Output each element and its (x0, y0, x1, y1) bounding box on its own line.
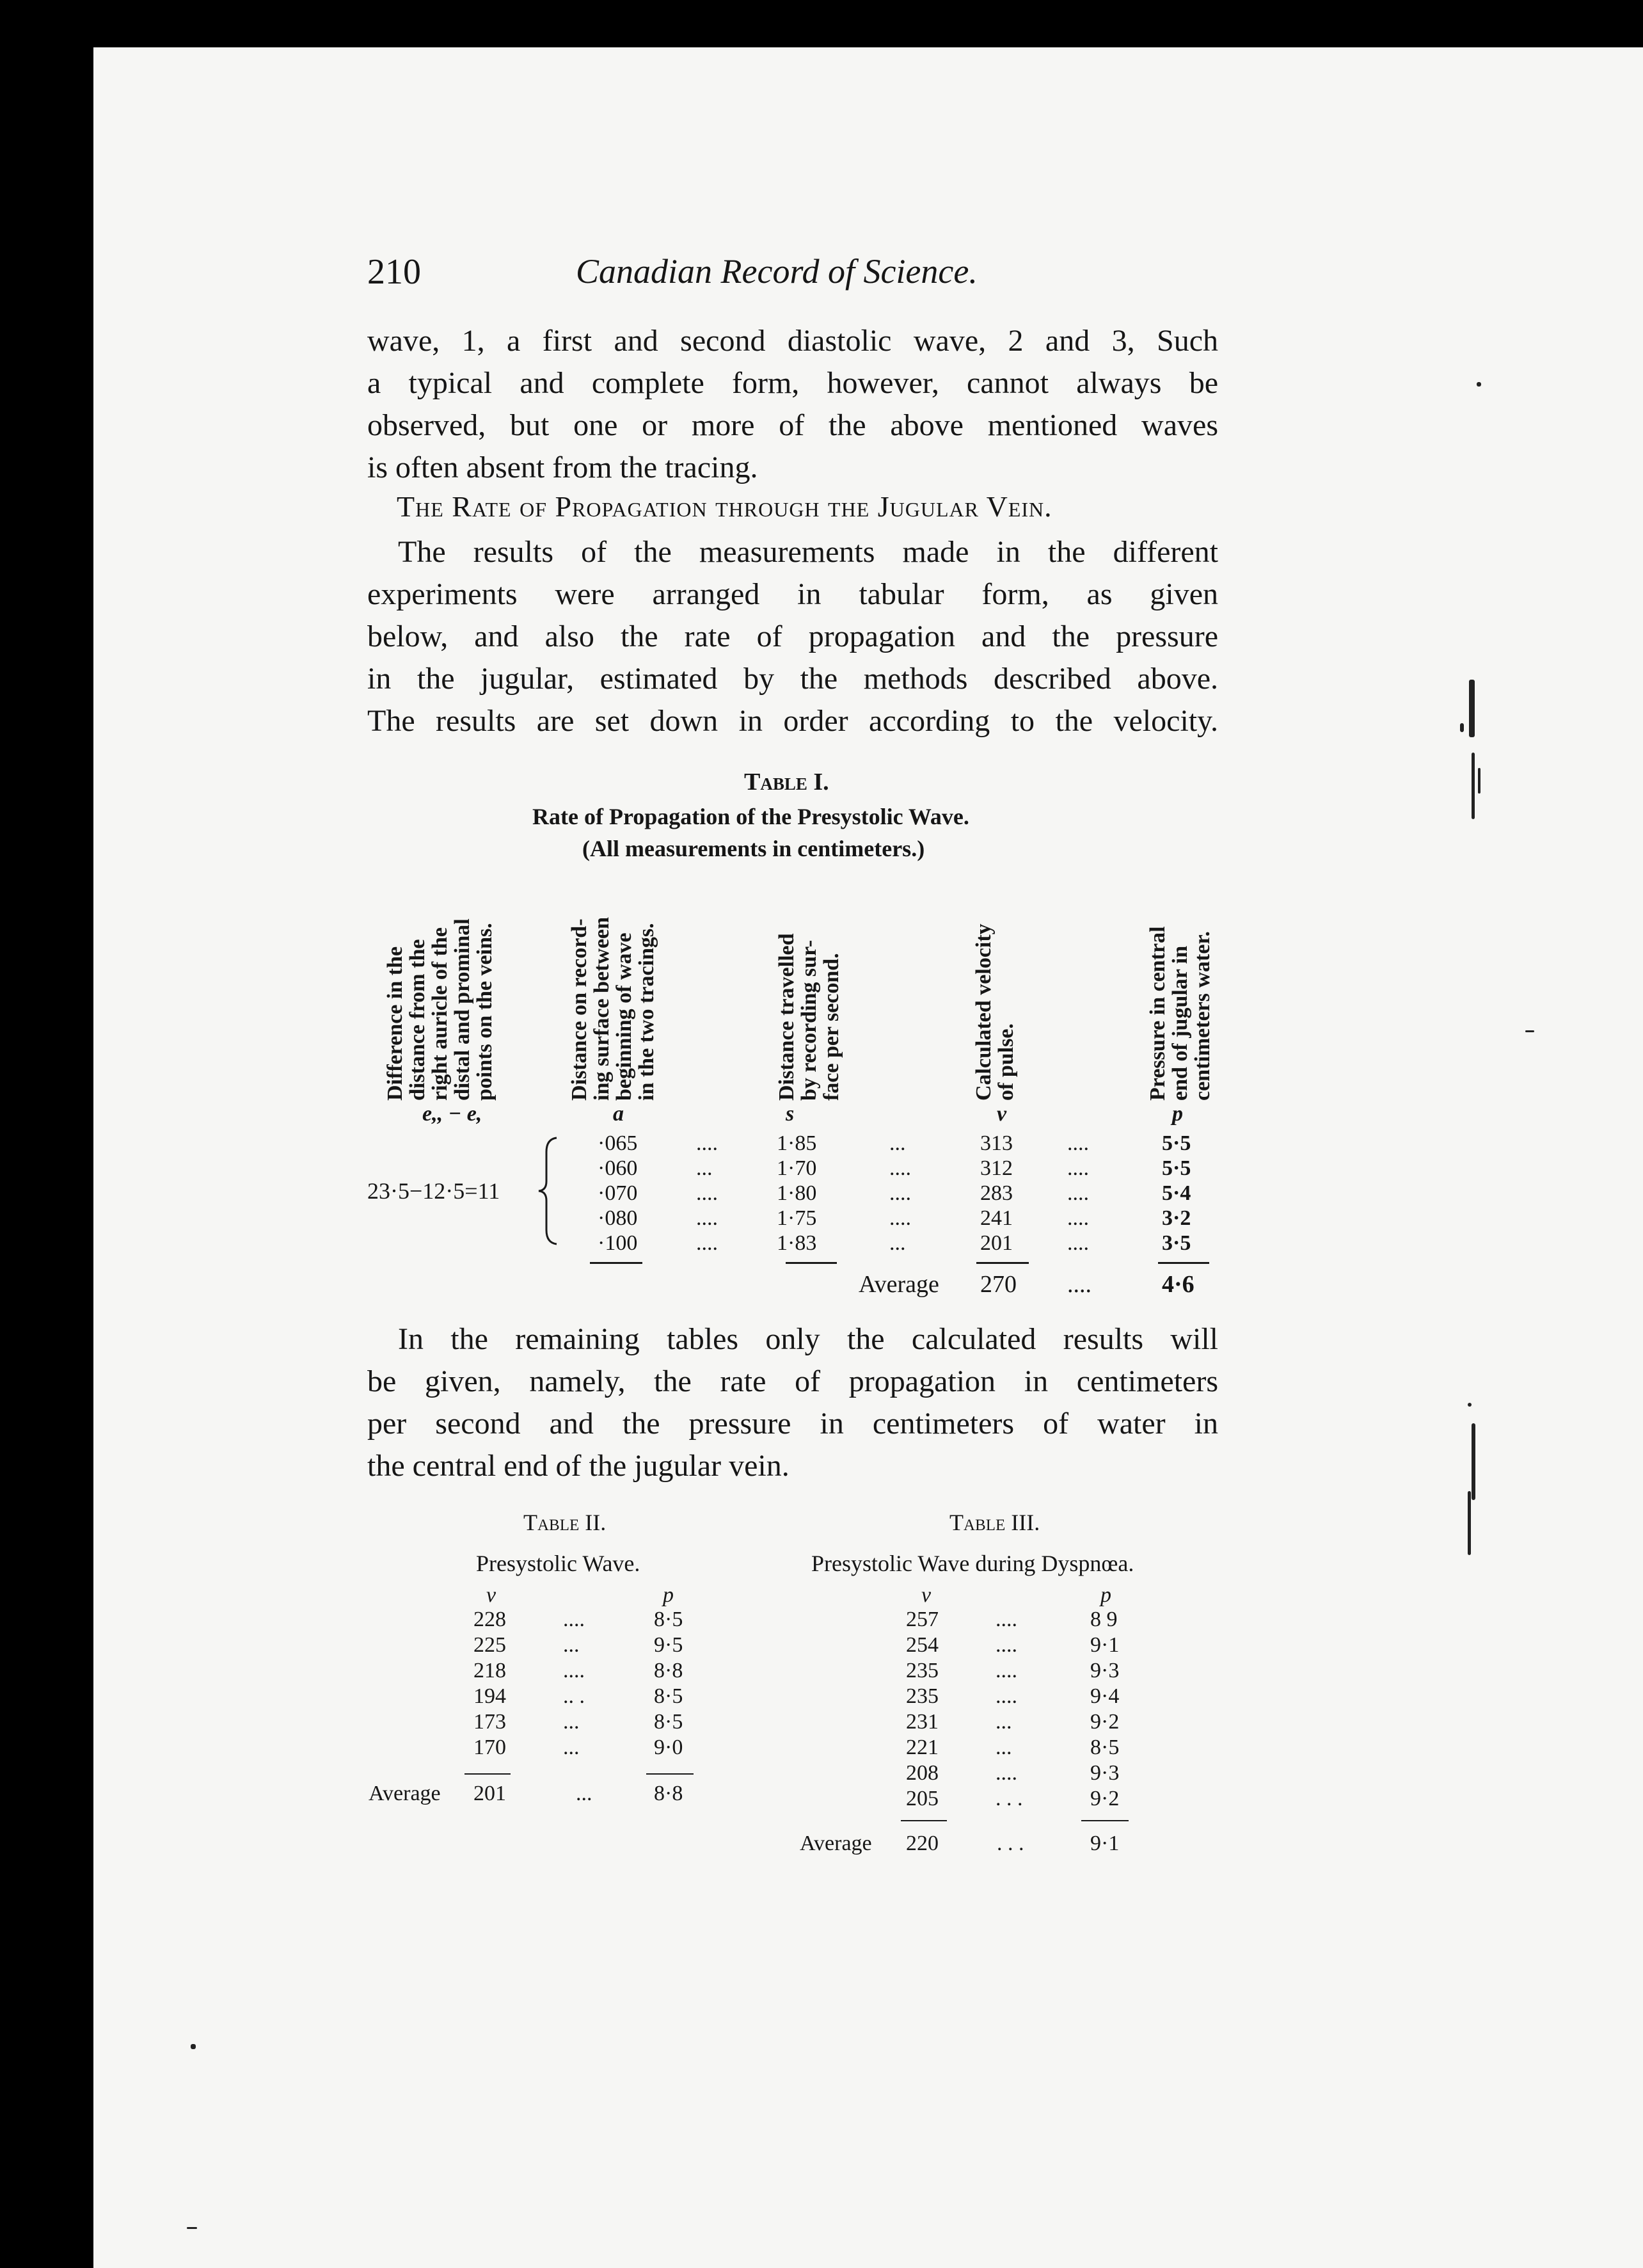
table-2-average-v: 201 (473, 1782, 506, 1805)
text-line: per second and the pressure in centimeters of water in (367, 1407, 1218, 1441)
table-3-cell-v: 221 (906, 1736, 939, 1759)
table-3-cell-dots: .... (996, 1659, 1017, 1682)
table-3-average-v: 220 (906, 1832, 939, 1855)
text-line: observed, but one or more of the above mentioned waves (367, 408, 1218, 442)
table-3-col-v: v (921, 1583, 932, 1607)
col-header-line: right auricle of the (428, 927, 452, 1101)
table-1-cell-s: 1·83 (777, 1231, 817, 1255)
table-2-cell-p: 8·5 (654, 1608, 683, 1631)
scan-speck (1468, 1403, 1472, 1407)
table-1-subtitle: (All measurements in centimeters.) (582, 836, 925, 861)
table-3-cell-dots: .... (996, 1633, 1017, 1657)
scan-speck (1477, 382, 1481, 387)
table-1-cell-dots: .... (696, 1231, 718, 1255)
paragraph-3 (367, 1318, 1218, 1487)
table-3-cell-v: 231 (906, 1710, 939, 1734)
scan-speck (1478, 768, 1480, 794)
col-header-line: of pulse. (994, 1023, 1018, 1101)
paragraph-2 (367, 531, 1218, 742)
col-header-distance-travelled (775, 870, 843, 1101)
table-2-label: Table II. (523, 1510, 607, 1535)
text-line: below, and also the rate of propagation and the pressure (367, 619, 1218, 653)
text-line: experiments were arranged in tabular form, as given (367, 577, 1218, 611)
table-3-col-p: p (1100, 1583, 1111, 1607)
col-header-line: Distance travelled (775, 933, 798, 1101)
scan-speck (1468, 1491, 1471, 1555)
table-1-cell-v: 241 (980, 1206, 1013, 1230)
section-heading: The Rate of Propagation through the Jugular Vein. (397, 490, 1052, 523)
table-2-average-label: Average (369, 1782, 441, 1805)
table-2-cell-dots: ... (563, 1633, 580, 1657)
table-1-cell-dots: .... (1067, 1206, 1089, 1230)
col-header-line: beginning of wave (612, 932, 636, 1101)
col-header-distance-recording (568, 870, 658, 1101)
table-3-cell-dots: ... (996, 1710, 1012, 1734)
table-1-average-p: 4·6 (1162, 1271, 1195, 1298)
table-2-cell-v: 225 (473, 1633, 506, 1657)
symbol-p: p (1172, 1102, 1183, 1126)
table-1-cell-dots: .... (889, 1156, 911, 1180)
table-1-cell-v: 313 (980, 1131, 1013, 1155)
text-line: In the remaining tables only the calculated results will (398, 1322, 1218, 1356)
table-2-col-v: v (486, 1583, 496, 1607)
scan-speck (1469, 680, 1475, 737)
page-number: 210 (367, 252, 421, 292)
scan-speck (1472, 753, 1475, 819)
table-3-cell-p: 8·5 (1090, 1736, 1120, 1759)
table-1-cell-s: 1·75 (777, 1206, 817, 1230)
table-3-cell-dots: ... (996, 1736, 1012, 1759)
scan-speck (1472, 1423, 1475, 1500)
text-line: a typical and complete form, however, cannot always be (367, 366, 1218, 400)
table-3-cell-dots: .... (996, 1761, 1017, 1785)
text-line: The results of the measurements made in the different (398, 535, 1218, 569)
table-3-cell-p: 9·4 (1090, 1684, 1120, 1708)
table-2-cell-dots: ... (563, 1736, 580, 1759)
table-1-cell-s: 1·70 (777, 1156, 817, 1180)
table-2-cell-p: 8·5 (654, 1684, 683, 1708)
table-2-cell-v: 228 (473, 1608, 506, 1631)
col-header-line: Difference in the (383, 946, 407, 1101)
table-1-cell-p: 3·2 (1162, 1206, 1191, 1230)
col-header-line: Distance on record- (568, 918, 591, 1101)
table-1-cell-dots: .... (696, 1206, 718, 1230)
table-1-cell-dots: .... (1067, 1231, 1089, 1255)
table-1-cell-s: 1·85 (777, 1131, 817, 1155)
col-header-line: face per second. (820, 953, 843, 1101)
scan-speck (187, 2227, 197, 2229)
table-1-cell-dots: ... (889, 1131, 906, 1155)
table-1-cell-dots: .... (1067, 1156, 1089, 1180)
text-line: be given, namely, the rate of propagation in centimeters (367, 1364, 1218, 1398)
table-3-cell-v: 254 (906, 1633, 939, 1657)
table-1-cell-v: 201 (980, 1231, 1013, 1255)
col-header-line: end of jugular in (1168, 945, 1192, 1101)
table-3-cell-v: 205 (906, 1787, 939, 1810)
table-1-cell-dots: .... (696, 1131, 718, 1155)
table-2-cell-v: 194 (473, 1684, 506, 1708)
table-3-average-p: 9·1 (1090, 1832, 1120, 1855)
table-1-cell-dots: .... (889, 1181, 911, 1205)
table-3-cell-dots: .... (996, 1608, 1017, 1631)
table-1-rule-a (590, 1262, 642, 1264)
table-1-cell-a: ·060 (598, 1156, 638, 1180)
col-header-line: distance from the (406, 939, 429, 1101)
table-3-cell-p: 9·3 (1090, 1761, 1120, 1785)
text-line: wave, 1, a first and second diastolic wave, 2 and 3, Such (367, 324, 1218, 358)
col-header-difference (384, 870, 496, 1101)
table-3-rule-p (1081, 1820, 1129, 1821)
col-header-line: in the two tracings. (635, 923, 658, 1101)
table-3-cell-p: 9·2 (1090, 1710, 1120, 1734)
text-line: is often absent from the tracing. (367, 451, 758, 484)
table-1-cell-a: ·100 (598, 1231, 638, 1255)
col-header-line: ing surface between (590, 916, 614, 1101)
table-3-cell-v: 235 (906, 1659, 939, 1682)
table-3-cell-p: 8 9 (1090, 1608, 1118, 1631)
table-2-average-dots: ... (576, 1782, 592, 1805)
col-header-line: distal and prominal (450, 918, 474, 1101)
table-2-cell-v: 170 (473, 1736, 506, 1759)
table-2-cell-p: 9·0 (654, 1736, 683, 1759)
table-1-cell-dots: .... (696, 1181, 718, 1205)
table-1-cell-a: ·080 (598, 1206, 638, 1230)
table-1-cell-dots: .... (1067, 1131, 1089, 1155)
table-1-average-v: 270 (980, 1271, 1017, 1298)
table-1-cell-p: 5·5 (1162, 1156, 1191, 1180)
table-2-cell-dots: .... (563, 1659, 585, 1682)
paragraph-1 (367, 320, 1218, 489)
table-1-cell-p: 5·4 (1162, 1181, 1191, 1205)
table-3-average-label: Average (800, 1832, 872, 1855)
table-2-cell-dots: ... (563, 1710, 580, 1734)
table-1-cell-v: 312 (980, 1156, 1013, 1180)
table-3-cell-v: 235 (906, 1684, 939, 1708)
table-1-label: Table I. (744, 769, 829, 795)
symbol-v: v (997, 1102, 1007, 1126)
table-1-cell-a: ·065 (598, 1131, 638, 1155)
col-header-line: centimeters water. (1191, 931, 1214, 1101)
text-line: The results are set down in order according to the velocity. (367, 704, 1218, 738)
text-line: in the jugular, estimated by the methods described above. (367, 662, 1218, 696)
table-3-cell-p: 9·3 (1090, 1659, 1120, 1682)
scan-speck (191, 2044, 196, 2049)
table-2-average-p: 8·8 (654, 1782, 683, 1805)
table-1-average-label: Average (859, 1271, 939, 1298)
symbol-s: s (786, 1102, 795, 1126)
table-2-col-p: p (663, 1583, 674, 1607)
table-1-rule-v (976, 1262, 1029, 1264)
col-header-line: Calculated velocity (972, 923, 996, 1101)
table-1-cell-a: ·070 (598, 1181, 638, 1205)
table-2-cell-dots: .. . (563, 1684, 585, 1708)
table-3-cell-dots: .... (996, 1684, 1017, 1708)
table-3-cell-p: 9·2 (1090, 1787, 1120, 1810)
table-3-label: Table III. (949, 1510, 1040, 1535)
table-2-cell-v: 173 (473, 1710, 506, 1734)
table-2-title: Presystolic Wave. (476, 1551, 640, 1576)
curly-brace (536, 1137, 562, 1245)
table-1-rule-s (786, 1262, 837, 1264)
table-1-cell-dots: .... (1067, 1181, 1089, 1205)
table-1-cell-p: 5·5 (1162, 1131, 1191, 1155)
table-2-cell-dots: .... (563, 1608, 585, 1631)
table-1-title: Rate of Propagation of the Presystolic Wave. (532, 804, 969, 829)
table-3-cell-v: 208 (906, 1761, 939, 1785)
table-2-rule-p (646, 1773, 694, 1775)
table-3-cell-p: 9·1 (1090, 1633, 1120, 1657)
col-header-line: Pressure in central (1146, 926, 1170, 1101)
text-line: the central end of the jugular vein. (367, 1449, 790, 1483)
col-header-line: points on the veins. (473, 923, 496, 1101)
table-1-cell-dots: .... (889, 1206, 911, 1230)
table-3-average-dots: . . . (997, 1832, 1024, 1855)
table-2-cell-p: 8·5 (654, 1710, 683, 1734)
table-1-cell-v: 283 (980, 1181, 1013, 1205)
difference-expression: 23·5−12·5=11 (367, 1178, 500, 1204)
table-2-cell-v: 218 (473, 1659, 506, 1682)
table-2-cell-p: 8·8 (654, 1659, 683, 1682)
table-3-cell-dots: . . . (996, 1787, 1023, 1810)
table-1-cell-p: 3·5 (1162, 1231, 1191, 1255)
table-2-cell-p: 9·5 (654, 1633, 683, 1657)
col-header-pressure (1147, 870, 1214, 1101)
symbol-e: e,, − e, (422, 1102, 482, 1126)
table-1-average-dots: .... (1067, 1271, 1091, 1298)
scan-speck (1525, 1030, 1534, 1032)
scan-speck (1460, 723, 1464, 732)
symbol-a: a (613, 1102, 624, 1126)
table-2-rule-v (464, 1773, 511, 1775)
table-3-cell-v: 257 (906, 1608, 939, 1631)
table-1-cell-dots: ... (696, 1156, 713, 1180)
table-1-cell-dots: ... (889, 1231, 906, 1255)
table-1-cell-s: 1·80 (777, 1181, 817, 1205)
col-header-line: by recording sur- (797, 939, 821, 1101)
table-3-title: Presystolic Wave during Dyspnœa. (811, 1551, 1134, 1576)
table-1-rule-p (1158, 1262, 1209, 1264)
col-header-velocity (972, 870, 1017, 1101)
table-3-rule-v (901, 1820, 947, 1821)
running-title: Canadian Record of Science. (576, 252, 978, 291)
